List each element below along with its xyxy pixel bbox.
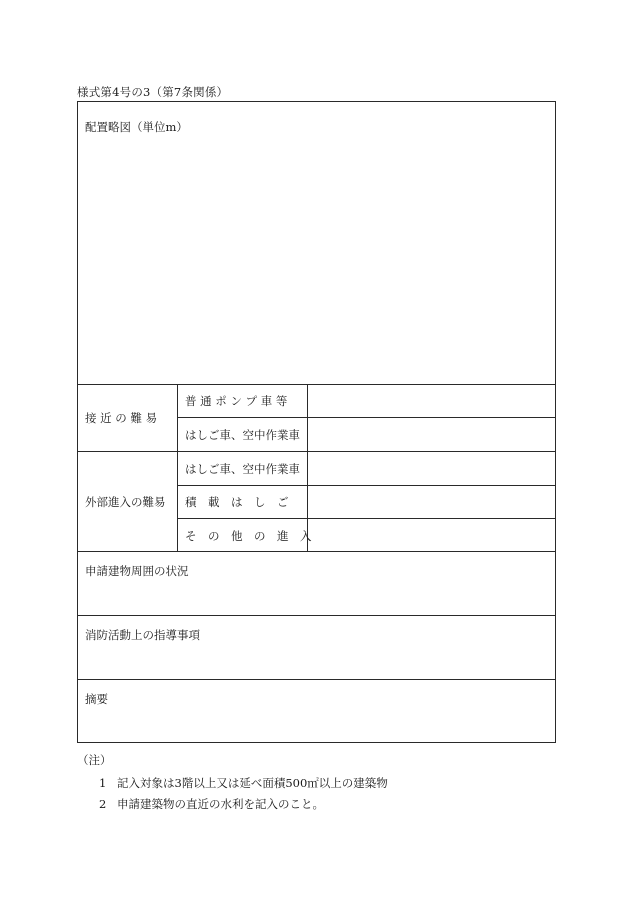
remarks-section[interactable] — [78, 680, 555, 742]
approach-row-pump-label: 普 通 ポ ン プ 車 等 — [178, 385, 308, 417]
layout-map-area[interactable] — [78, 102, 555, 385]
layout-map-label: 配置略図（単位m） — [85, 120, 188, 134]
note-text: 申請建築物の直近の水利を記入のこと。 — [117, 797, 324, 811]
external-entry-row-ladder-truck — [178, 452, 555, 486]
external-entry-section — [78, 452, 555, 552]
approach-row-ladder-value[interactable] — [308, 418, 555, 451]
form-table — [77, 101, 556, 743]
guidance-section[interactable] — [78, 616, 555, 680]
external-entry-row-other-label: そ の 他 の 進 入 — [178, 519, 308, 552]
guidance-label: 消防活動上の指導事項 — [85, 628, 200, 642]
note-number: 2 — [99, 797, 107, 811]
external-entry-label: 外部進入の難易 — [78, 452, 178, 551]
external-entry-row-mounted-ladder-label: 積 載 は し ご — [178, 486, 308, 518]
external-entry-row-other-value[interactable] — [308, 519, 555, 552]
approach-section — [78, 385, 555, 452]
remarks-label: 摘要 — [85, 692, 108, 706]
notes-heading: （注） — [77, 753, 112, 767]
external-entry-row-ladder-truck-value[interactable] — [308, 452, 555, 485]
approach-row-pump — [178, 385, 555, 418]
surroundings-section[interactable] — [78, 552, 555, 616]
note-number: 1 — [99, 776, 107, 790]
external-entry-row-ladder-truck-label: はしご車、空中作業車 — [178, 452, 308, 485]
note-text: 記入対象は3階以上又は延べ面積500㎡以上の建築物 — [117, 776, 388, 790]
note-item — [77, 796, 388, 812]
approach-label: 接 近 の 難 易 — [78, 385, 178, 451]
approach-row-ladder — [178, 418, 555, 451]
form-title: 様式第4号の3（第7条関係） — [77, 85, 229, 99]
note-item — [77, 775, 388, 791]
external-entry-row-other — [178, 519, 555, 552]
external-entry-row-mounted-ladder-value[interactable] — [308, 486, 555, 518]
approach-row-ladder-label: はしご車、空中作業車 — [178, 418, 308, 451]
surroundings-label: 申請建物周囲の状況 — [85, 564, 189, 578]
approach-row-pump-value[interactable] — [308, 385, 555, 417]
external-entry-row-mounted-ladder — [178, 486, 555, 519]
notes — [77, 752, 388, 817]
